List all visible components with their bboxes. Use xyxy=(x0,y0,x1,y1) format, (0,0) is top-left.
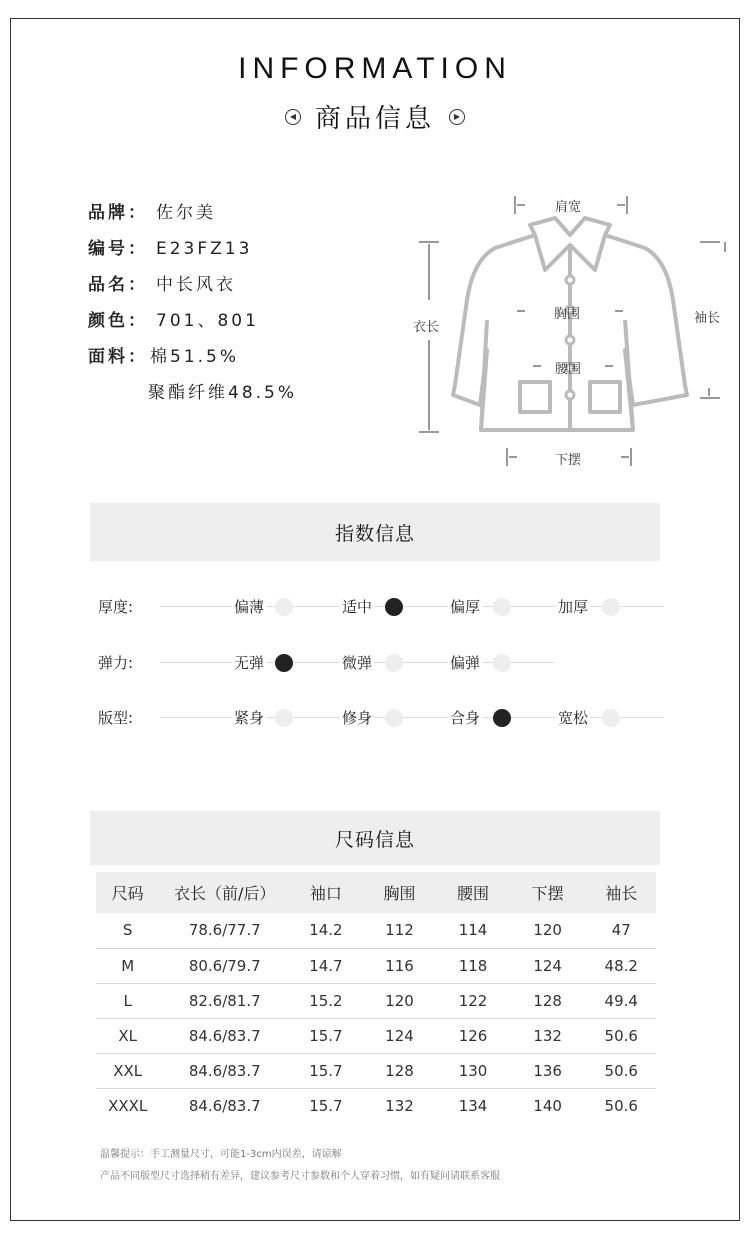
table-cell: XXL xyxy=(96,1053,159,1088)
index-dot xyxy=(385,709,403,727)
size-col-header: 腰围 xyxy=(437,872,509,913)
garment-diagram xyxy=(395,190,740,480)
table-cell: 50.6 xyxy=(586,1018,656,1053)
index-option: 无弹 xyxy=(232,651,266,675)
table-cell: 122 xyxy=(437,983,509,1018)
table-cell: 114 xyxy=(437,913,509,948)
table-cell: 128 xyxy=(509,983,587,1018)
index-option: 偏厚 xyxy=(448,595,482,619)
table-cell: 140 xyxy=(533,1096,562,1115)
index-option: 合身 xyxy=(448,706,482,730)
right-arrow-icon: ▶ xyxy=(449,109,465,125)
label-sleeve: 袖长 xyxy=(694,311,721,326)
index-dot xyxy=(385,654,403,672)
table-cell: XL xyxy=(96,1018,159,1053)
table-cell: 50.6 xyxy=(586,1053,656,1088)
index-row-fit xyxy=(98,706,668,730)
index-option: 微弹 xyxy=(340,651,374,675)
table-row xyxy=(96,913,656,948)
table-cell: 78.6/77.7 xyxy=(159,913,290,948)
table-row xyxy=(96,948,656,983)
table-cell: XXXL xyxy=(108,1096,148,1115)
table-cell: 50.6 xyxy=(604,1096,638,1115)
index-row-thickness xyxy=(98,595,668,619)
index-option: 适中 xyxy=(340,595,374,619)
index-row-label: 厚度: xyxy=(98,598,134,616)
table-cell: 15.7 xyxy=(290,1053,362,1088)
index-dot xyxy=(493,654,511,672)
info-label: 品牌： xyxy=(88,203,148,223)
size-col-header: 下摆 xyxy=(509,872,587,913)
index-option: 偏薄 xyxy=(232,595,266,619)
size-table xyxy=(96,872,656,1123)
index-dot-selected xyxy=(385,598,403,616)
info-label: 编号： xyxy=(88,239,148,259)
size-section-title: 尺码信息 xyxy=(90,811,660,865)
index-option: 修身 xyxy=(340,706,374,730)
table-cell: 132 xyxy=(385,1096,414,1115)
table-cell: 112 xyxy=(362,913,438,948)
info-brand xyxy=(88,198,216,223)
table-cell: 14.7 xyxy=(290,948,362,983)
table-cell: 126 xyxy=(437,1018,509,1053)
info-label: 颜色： xyxy=(88,311,148,331)
label-hem: 下摆 xyxy=(555,453,582,468)
table-cell: M xyxy=(96,948,159,983)
info-fabric-extra: 聚酯纤维48.5% xyxy=(148,383,298,403)
index-dot xyxy=(275,598,293,616)
table-cell: 124 xyxy=(362,1018,438,1053)
info-value: 棉51.5% xyxy=(150,347,240,367)
table-cell: 48.2 xyxy=(586,948,656,983)
info-label: 面料： xyxy=(88,347,148,367)
table-cell: L xyxy=(96,983,159,1018)
table-cell: 132 xyxy=(509,1018,587,1053)
table-cell: 49.4 xyxy=(586,983,656,1018)
note-fit-advice: 产品不同版型尺寸选择稍有差异，建议参考尺寸参数和个人穿着习惯，如有疑问请联系客服 xyxy=(100,1171,500,1182)
table-cell: 15.2 xyxy=(290,983,362,1018)
table-cell: 47 xyxy=(586,913,656,948)
title-chinese-row xyxy=(0,98,750,135)
info-name xyxy=(88,270,236,295)
label-chest: 胸围 xyxy=(554,307,581,322)
info-fabric xyxy=(88,342,239,367)
index-dot xyxy=(602,709,620,727)
table-cell: S xyxy=(96,913,159,948)
info-label: 品名： xyxy=(88,275,148,295)
info-value: E23FZ13 xyxy=(156,239,253,259)
info-code xyxy=(88,234,252,259)
index-option: 宽松 xyxy=(556,706,590,730)
index-dot xyxy=(275,709,293,727)
index-option: 偏弹 xyxy=(448,651,482,675)
label-length: 衣长 xyxy=(413,320,440,335)
index-row-label: 版型: xyxy=(98,709,134,727)
label-shoulder: 肩宽 xyxy=(555,200,582,215)
info-value: 佐尔美 xyxy=(156,203,216,223)
table-cell: 118 xyxy=(437,948,509,983)
index-row-elasticity xyxy=(98,651,668,675)
size-table-header xyxy=(96,872,656,913)
index-dot xyxy=(493,598,511,616)
table-cell: 120 xyxy=(509,913,587,948)
index-dot-selected xyxy=(493,709,511,727)
table-cell: 124 xyxy=(509,948,587,983)
index-dot-selected xyxy=(275,654,293,672)
table-cell: 15.7 xyxy=(290,1018,362,1053)
table-row xyxy=(96,983,656,1018)
index-option: 紧身 xyxy=(232,706,266,730)
table-cell: 84.6/83.7 xyxy=(188,1096,261,1115)
table-cell: 128 xyxy=(362,1053,438,1088)
table-row xyxy=(96,1088,656,1123)
table-cell: 14.2 xyxy=(290,913,362,948)
index-option: 加厚 xyxy=(556,595,590,619)
left-arrow-icon: ◀ xyxy=(285,109,301,125)
table-cell: 15.7 xyxy=(309,1096,343,1115)
index-section-title: 指数信息 xyxy=(90,503,660,561)
note-measurement: 温馨提示：手工测量尺寸，可能1-3cm内误差，请谅解 xyxy=(100,1149,342,1160)
size-col-header: 袖口 xyxy=(290,872,362,913)
info-color xyxy=(88,306,259,331)
table-cell: 136 xyxy=(509,1053,587,1088)
title-chinese: 商品信息 xyxy=(314,104,435,134)
size-col-header: 衣长（前/后） xyxy=(159,872,290,913)
table-cell: 82.6/81.7 xyxy=(159,983,290,1018)
title-english: INFORMATION xyxy=(238,52,512,85)
info-value: 701、801 xyxy=(156,311,259,331)
info-value: 中长风衣 xyxy=(156,275,236,295)
index-row-label: 弹力: xyxy=(98,654,134,672)
label-waist: 腰围 xyxy=(555,362,582,377)
size-col-header: 袖长 xyxy=(586,872,656,913)
table-cell: 130 xyxy=(437,1053,509,1088)
table-row xyxy=(96,1018,656,1053)
index-dot xyxy=(602,598,620,616)
table-cell: 120 xyxy=(362,983,438,1018)
table-cell: 84.6/83.7 xyxy=(159,1053,290,1088)
size-col-header: 胸围 xyxy=(362,872,438,913)
coat-outline-icon xyxy=(395,190,740,480)
table-cell: 84.6/83.7 xyxy=(159,1018,290,1053)
table-cell: 134 xyxy=(458,1096,488,1115)
size-col-header: 尺码 xyxy=(96,872,159,913)
table-cell: 116 xyxy=(362,948,438,983)
table-cell: 80.6/79.7 xyxy=(159,948,290,983)
table-row xyxy=(96,1053,656,1088)
